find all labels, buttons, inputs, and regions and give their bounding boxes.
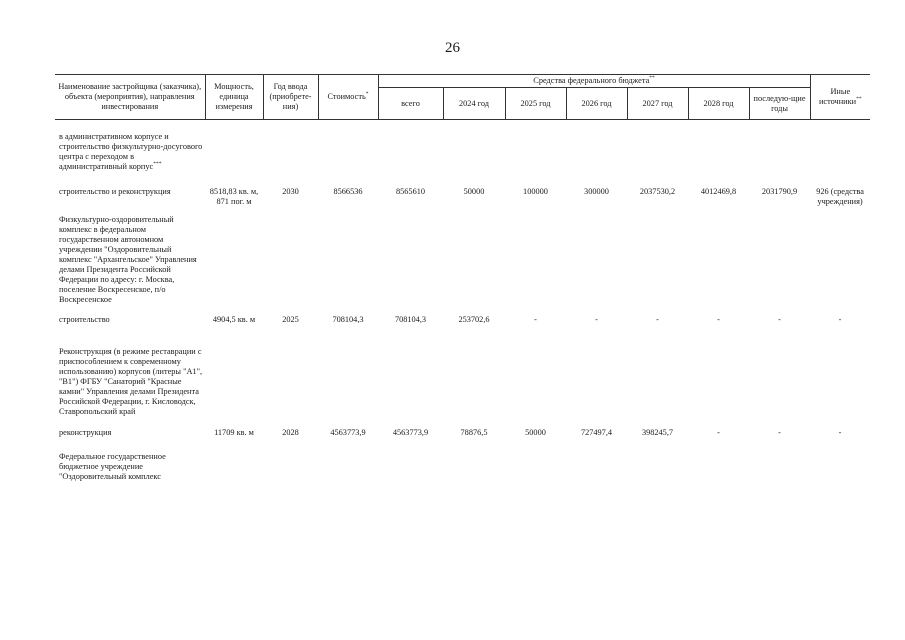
header-capacity: Мощность, единица измерения bbox=[205, 75, 263, 120]
total-cell: 8565610 bbox=[395, 187, 426, 196]
header-federal-mark: ** bbox=[649, 75, 655, 82]
header-2024: 2024 год bbox=[443, 88, 505, 120]
header-2028: 2028 год bbox=[688, 88, 749, 120]
header-other-mark: ** bbox=[856, 96, 862, 103]
total-cell: 708104,3 bbox=[394, 315, 427, 324]
object-title-text: в административном корпусе и строительство физкультурно-досугового центра с переходом в административный корпус bbox=[59, 132, 203, 171]
y2024-cell: 78876,5 bbox=[460, 428, 488, 437]
header-2026: 2026 год bbox=[566, 88, 627, 120]
page-number: 26 bbox=[445, 40, 460, 56]
y2024-cell: 50000 bbox=[463, 187, 485, 196]
header-later-years: последую-щие годы bbox=[749, 88, 810, 120]
y2027-cell: 398245,7 bbox=[641, 428, 674, 437]
later-cell: - bbox=[778, 315, 781, 324]
cost-cell: 8566536 bbox=[333, 187, 363, 196]
table-row bbox=[55, 428, 870, 438]
other-sources-cell: 926 (средства учреждения) bbox=[816, 187, 864, 206]
capacity-cell: 8518,83 кв. м, 871 пог. м bbox=[209, 187, 259, 206]
header-federal-label: Средства федерального бюджета bbox=[533, 76, 650, 85]
header-cost-label: Стоимость bbox=[327, 92, 366, 101]
header-2027: 2027 год bbox=[627, 88, 688, 120]
object-title bbox=[55, 132, 205, 172]
total-cell: 4563773,9 bbox=[392, 428, 429, 437]
y2027-cell: 2037530,2 bbox=[639, 187, 676, 196]
header-other-label: Иные источники bbox=[818, 87, 857, 106]
table-header bbox=[55, 75, 870, 120]
object-title: Федеральное государственное бюджетное учреждение "Оздоровительный комплекс bbox=[59, 452, 166, 481]
work-type: строительство и реконструкция bbox=[59, 187, 171, 196]
y2026-cell: 300000 bbox=[584, 187, 609, 196]
y2028-cell: 4012469,8 bbox=[700, 187, 737, 196]
header-year: Год ввода (приобрете-ния) bbox=[263, 75, 318, 120]
work-type: реконструкция bbox=[59, 428, 112, 437]
header-total: всего bbox=[378, 88, 443, 120]
y2025-cell: 100000 bbox=[523, 187, 548, 196]
y2024-cell: 253702,6 bbox=[458, 315, 490, 324]
object-title-row bbox=[55, 132, 870, 172]
y2025-cell: - bbox=[534, 315, 537, 324]
object-title-row bbox=[55, 215, 870, 305]
y2025-cell: 50000 bbox=[525, 428, 546, 437]
object-title-row bbox=[55, 452, 870, 482]
y2026-cell: 727497,4 bbox=[580, 428, 613, 437]
later-cell: 2031790,9 bbox=[761, 187, 798, 196]
other-sources-cell: - bbox=[838, 315, 842, 324]
header-cost bbox=[318, 75, 378, 120]
header-other-sources bbox=[810, 75, 870, 120]
federal-budget-table bbox=[55, 74, 870, 482]
cost-cell: 708104,3 bbox=[332, 315, 364, 324]
y2027-cell: - bbox=[656, 315, 659, 324]
work-type: строительство bbox=[59, 315, 110, 324]
object-title: Физкультурно-оздоровительный комплекс в федеральном государственном автономном учреждении "Оздоровительный комплекс "Архангельское" Управления делами Президента Российской Федерации по адресу: г. Москва, поселение Воскресенское, п/о Воскресенское bbox=[59, 215, 197, 304]
other-sources-cell: - bbox=[838, 428, 842, 437]
y2028-cell: - bbox=[717, 428, 720, 437]
header-2025: 2025 год bbox=[505, 88, 566, 120]
header-name: Наименование застройщика (заказчика), объекта (мероприятия), направления инвестирования bbox=[55, 75, 205, 120]
capacity-cell: 4904,5 кв. м bbox=[212, 315, 256, 324]
year-cell: 2025 bbox=[282, 315, 299, 324]
object-title: Реконструкция (в режиме реставрации с приспособлением к современному использованию) корпусов (литеры "А1", "В1") ФГБУ "Санаторий "Красные камни" Управления делами Президента Российской Федерации, г. Кисловодск, Ставропольский край bbox=[59, 347, 203, 416]
header-cost-mark: * bbox=[365, 91, 369, 98]
later-cell: - bbox=[778, 428, 781, 437]
object-title-row bbox=[55, 347, 870, 417]
y2026-cell: - bbox=[595, 315, 598, 324]
header-federal-budget bbox=[378, 75, 810, 88]
year-cell: 2030 bbox=[282, 187, 299, 196]
year-cell: 2028 bbox=[282, 428, 299, 437]
y2028-cell: - bbox=[717, 315, 720, 324]
cost-cell: 4563773,9 bbox=[330, 428, 366, 437]
table-row bbox=[55, 315, 870, 325]
table-row bbox=[55, 187, 870, 207]
object-title-mark: *** bbox=[153, 161, 162, 168]
capacity-cell: 11709 кв. м bbox=[214, 428, 254, 437]
